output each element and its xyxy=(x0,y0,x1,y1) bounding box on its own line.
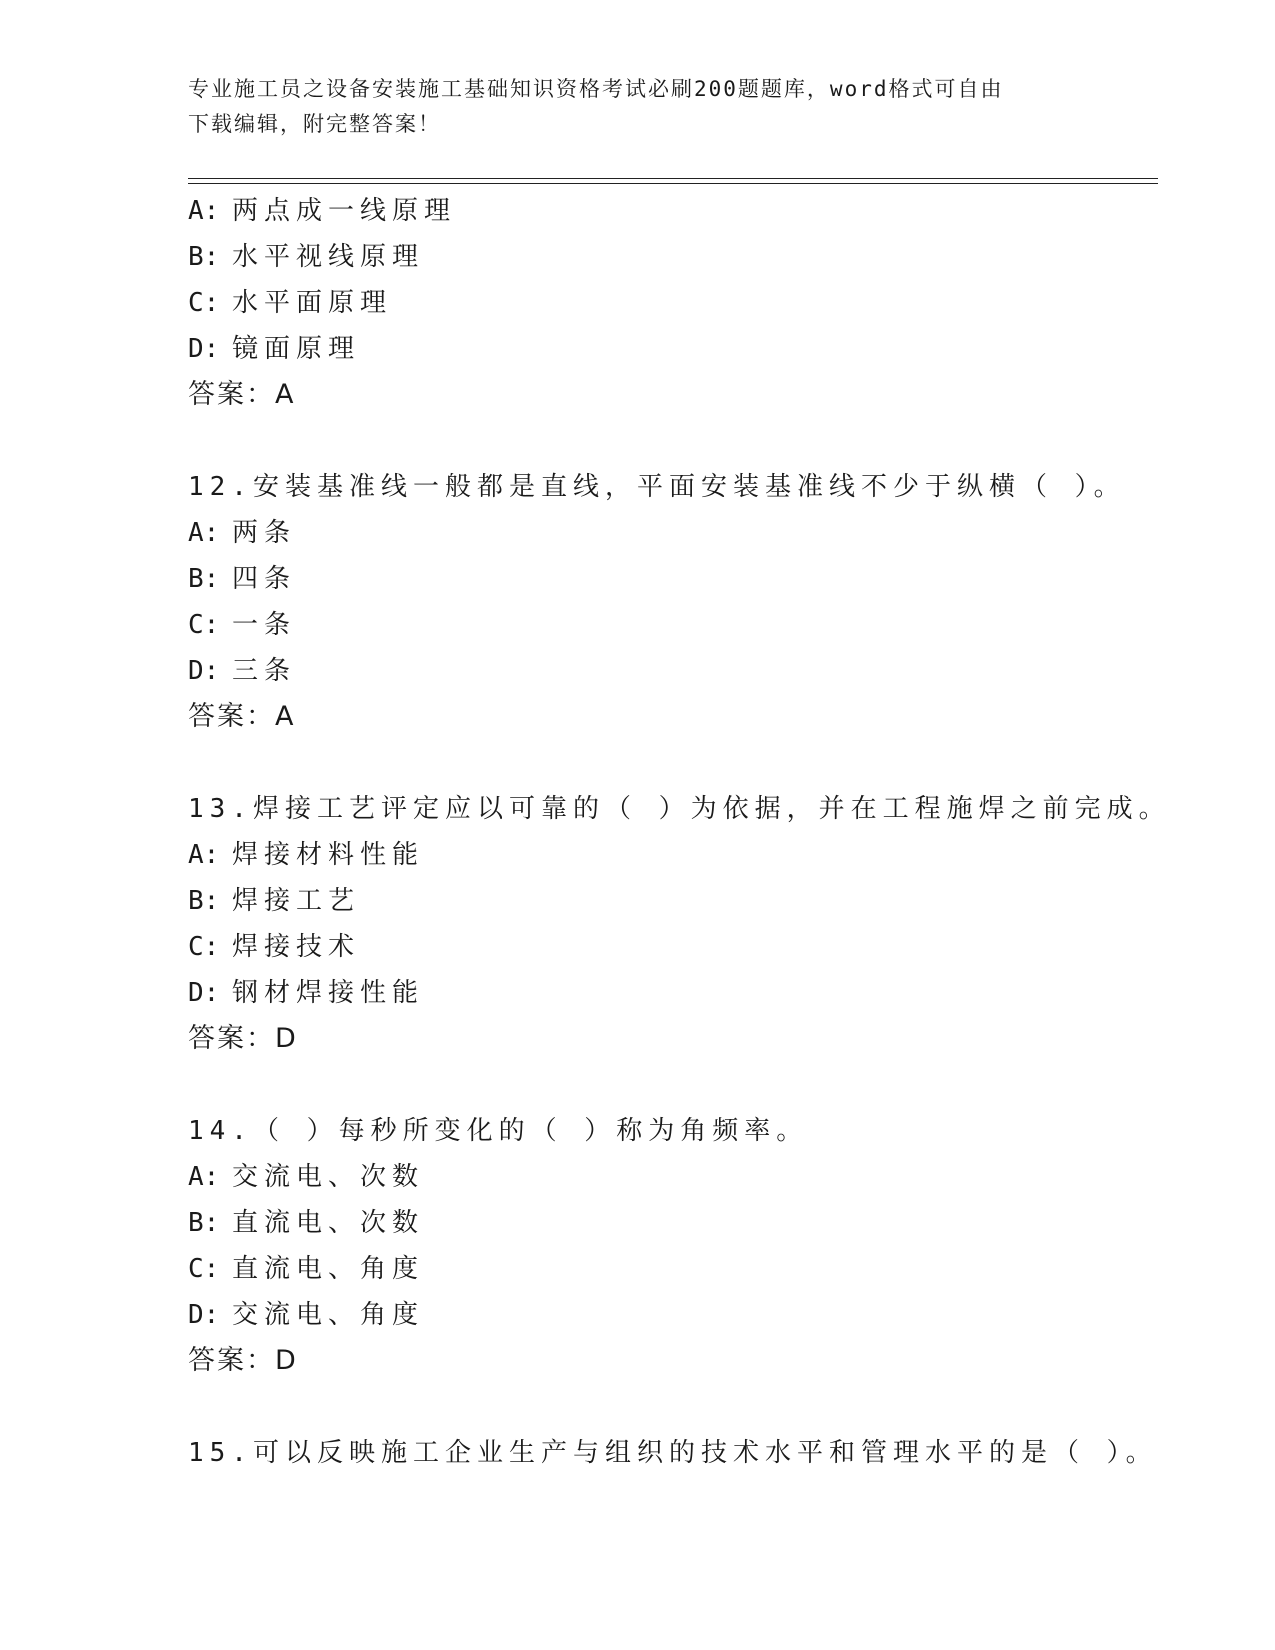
option-key: A: xyxy=(188,840,220,870)
question-stem: 14.（ ）每秒所变化的（ ）称为角频率。 xyxy=(188,1116,809,1146)
question-stem: 15.可以反映施工企业生产与组织的技术水平和管理水平的是（ ）。 xyxy=(188,1438,1158,1468)
answer-line: 答案：A xyxy=(188,701,296,732)
option-key: D: xyxy=(188,656,220,686)
option-b xyxy=(188,878,1168,924)
option-d xyxy=(188,1292,1168,1338)
option-key: C: xyxy=(188,932,220,962)
option-text: 镜面原理 xyxy=(232,334,361,364)
question-11 xyxy=(188,188,1168,418)
option-c xyxy=(188,924,1168,970)
option-b xyxy=(188,1200,1168,1246)
option-a xyxy=(188,832,1168,878)
option-a xyxy=(188,1154,1168,1200)
option-text: 水平面原理 xyxy=(232,288,393,318)
option-text: 水平视线原理 xyxy=(232,242,425,272)
option-a xyxy=(188,188,1168,234)
question-14 xyxy=(188,1108,1168,1384)
header-line-2: 下载编辑，附完整答案！ xyxy=(188,112,441,136)
question-13 xyxy=(188,786,1171,1062)
option-text: 一条 xyxy=(232,610,297,640)
option-text: 三条 xyxy=(232,656,297,686)
option-text: 焊接材料性能 xyxy=(232,840,425,870)
option-text: 四条 xyxy=(232,564,297,594)
option-key: A: xyxy=(188,196,220,226)
option-key: C: xyxy=(188,610,220,640)
option-key: D: xyxy=(188,1300,220,1330)
option-key: B: xyxy=(188,242,220,272)
option-text: 直流电、次数 xyxy=(232,1208,425,1238)
option-key: C: xyxy=(188,1254,220,1284)
option-text: 交流电、角度 xyxy=(232,1300,425,1330)
header-divider-bottom xyxy=(188,183,1158,184)
question-12 xyxy=(188,464,1168,740)
header-line-1: 专业施工员之设备安装施工基础知识资格考试必刷200题题库，word格式可自由 xyxy=(188,77,1004,101)
option-key: B: xyxy=(188,1208,220,1238)
option-key: A: xyxy=(188,1162,220,1192)
option-text: 焊接技术 xyxy=(232,932,361,962)
question-stem: 12.安装基准线一般都是直线，平面安装基准线不少于纵横（ ）。 xyxy=(188,472,1126,502)
option-text: 直流电、角度 xyxy=(232,1254,425,1284)
option-text: 两点成一线原理 xyxy=(232,196,457,226)
option-text: 焊接工艺 xyxy=(232,886,361,916)
option-key: D: xyxy=(188,334,220,364)
answer-line: 答案：D xyxy=(188,1023,298,1054)
answer-line: 答案：D xyxy=(188,1345,298,1376)
option-text: 两条 xyxy=(232,518,297,548)
option-key: D: xyxy=(188,978,220,1008)
answer-line: 答案：A xyxy=(188,379,296,410)
header-divider-top xyxy=(188,178,1158,179)
option-b xyxy=(188,556,1168,602)
option-c xyxy=(188,602,1168,648)
option-key: B: xyxy=(188,886,220,916)
option-key: C: xyxy=(188,288,220,318)
option-d xyxy=(188,648,1168,694)
option-c xyxy=(188,280,1168,326)
document-header xyxy=(188,72,1088,142)
option-a xyxy=(188,510,1168,556)
option-key: B: xyxy=(188,564,220,594)
option-d xyxy=(188,326,1168,372)
option-text: 交流电、次数 xyxy=(232,1162,425,1192)
option-d xyxy=(188,970,1168,1016)
option-c xyxy=(188,1246,1168,1292)
question-stem: 13.焊接工艺评定应以可靠的（ ）为依据，并在工程施焊之前完成。 xyxy=(188,794,1171,824)
option-b xyxy=(188,234,1168,280)
question-15 xyxy=(188,1430,1168,1476)
option-text: 钢材焊接性能 xyxy=(232,978,425,1008)
question-list xyxy=(188,188,1171,1476)
option-key: A: xyxy=(188,518,220,548)
